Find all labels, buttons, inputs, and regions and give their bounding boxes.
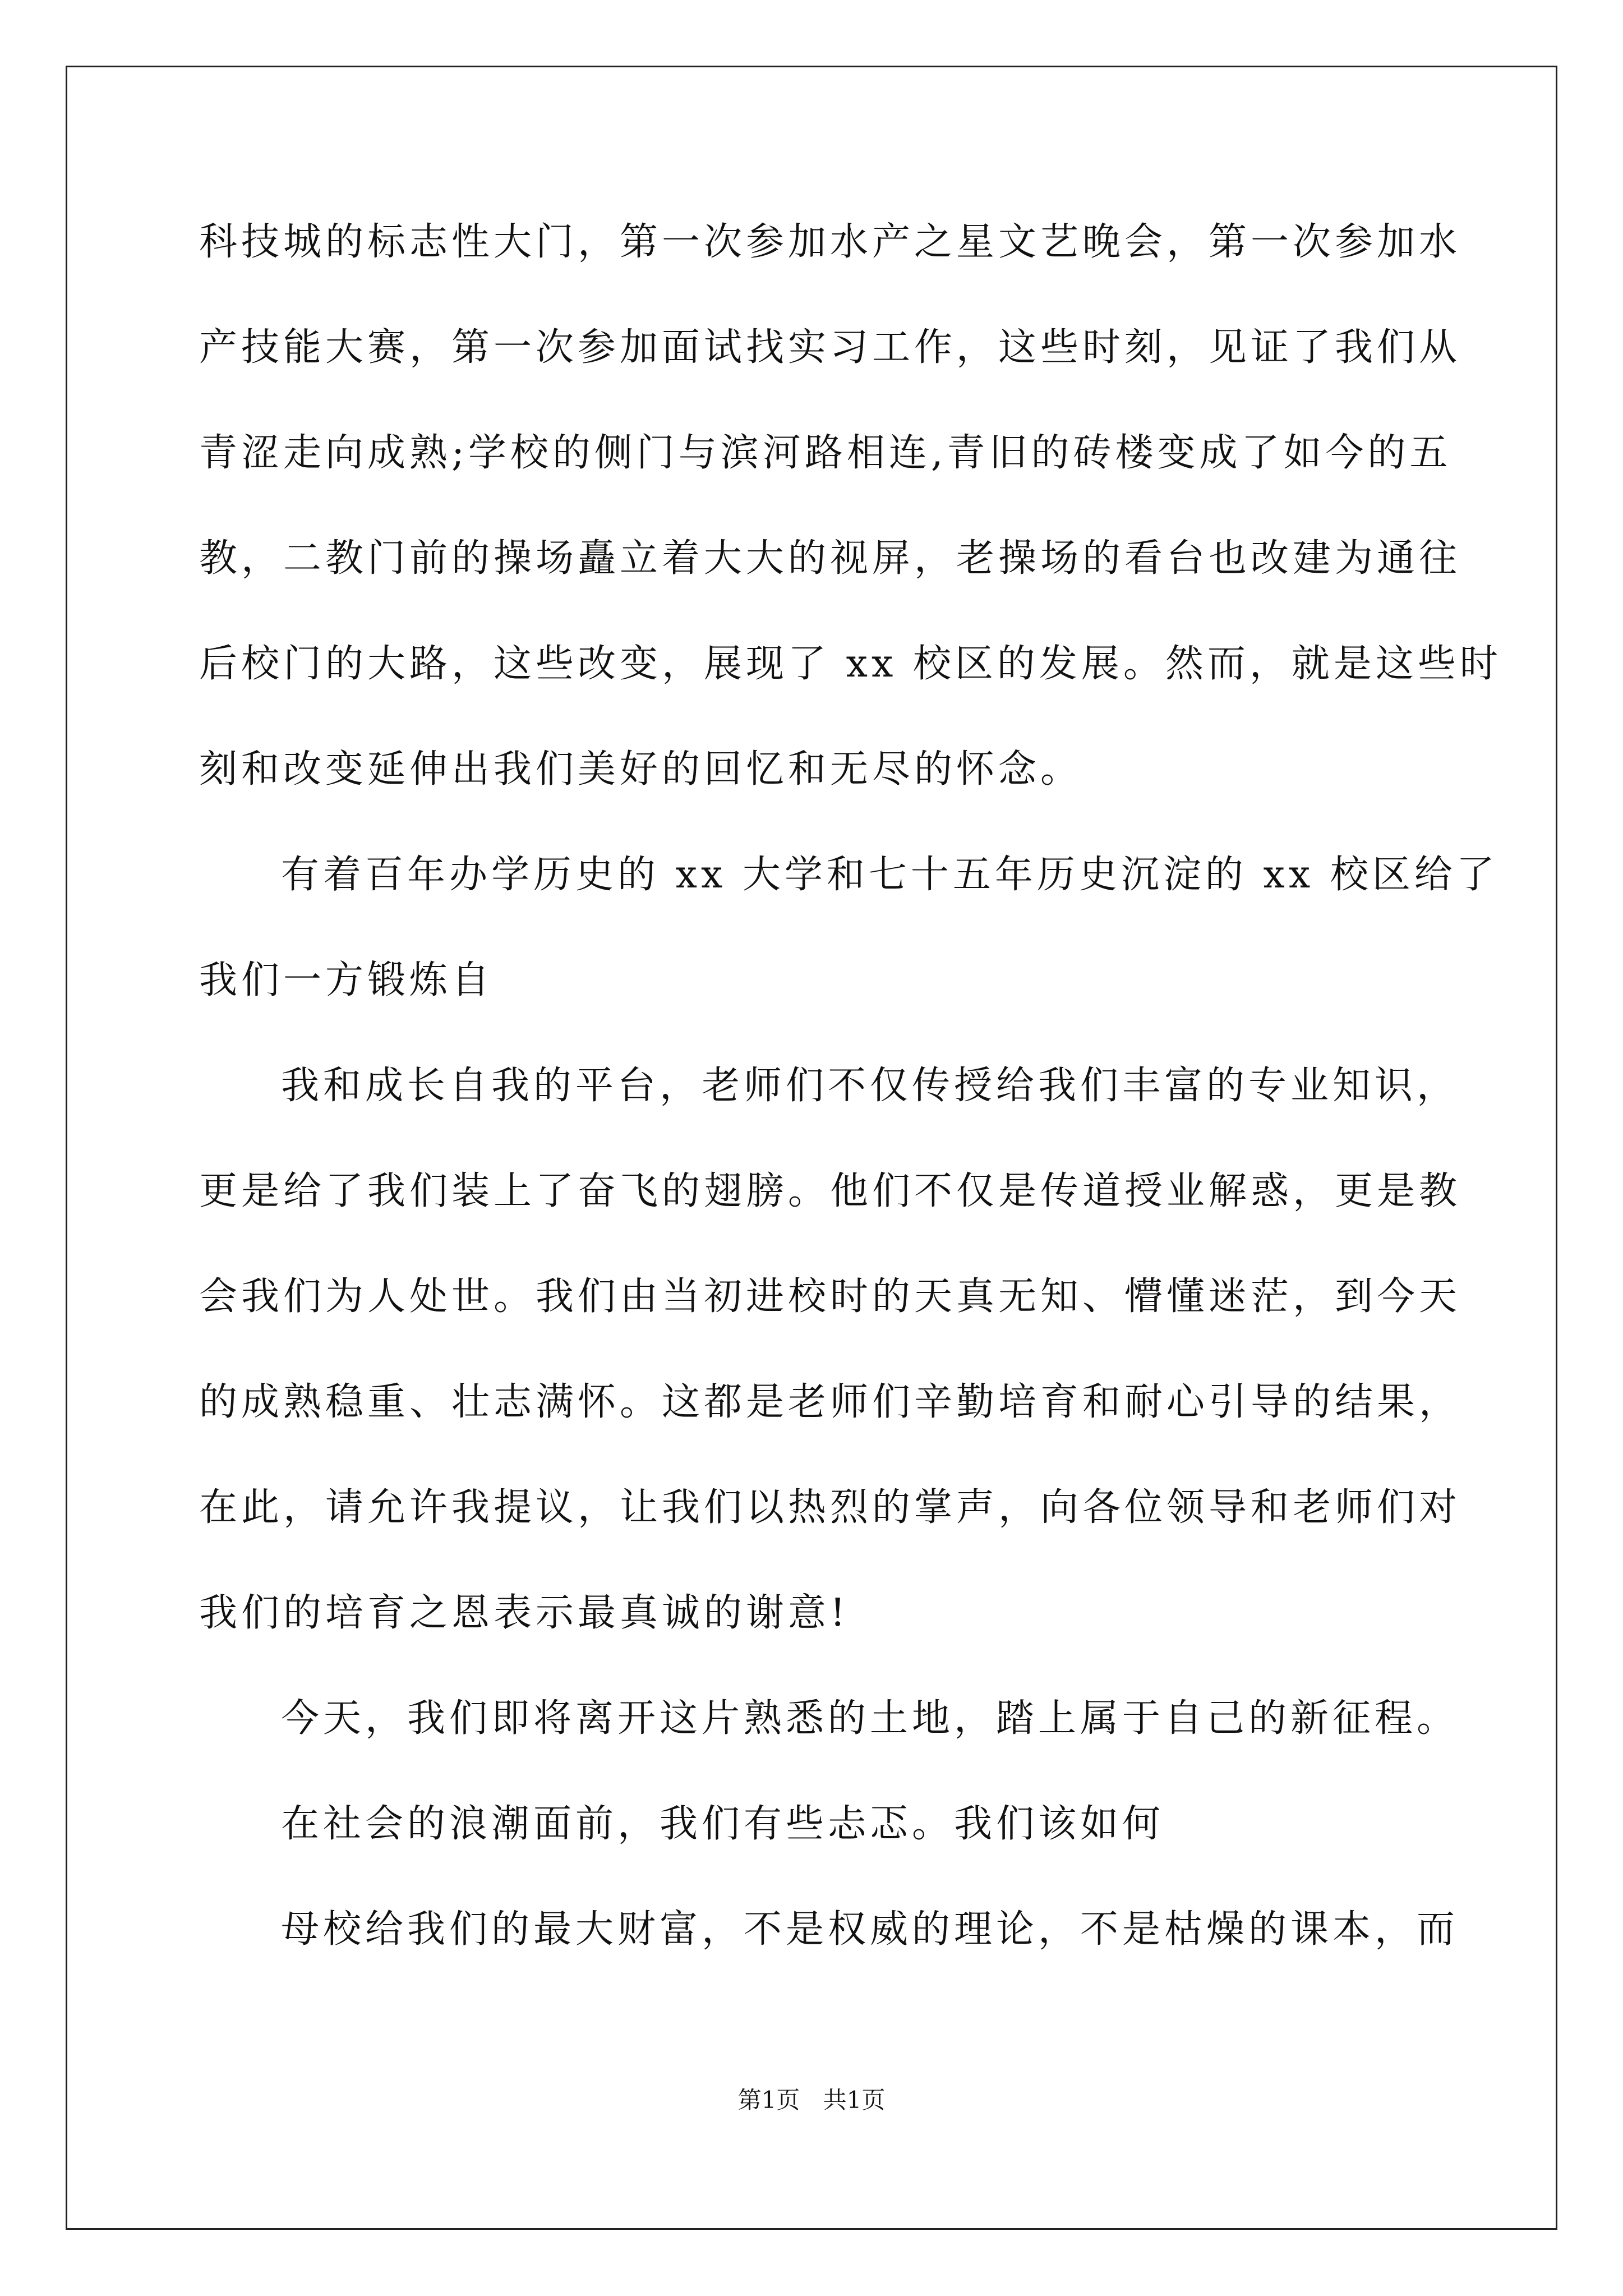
page-border [66,66,1557,2230]
text-line: 产技能大赛，第一次参加面试找实习工作，这些时刻，见证了我们从 [199,325,1461,370]
text-line: 后校门的大路，这些改变，展现了 xx 校区的发展。然而，就是这些时 [199,642,1502,686]
text-line: 有着百年办学历史的 xx 大学和七十五年历史沉淀的 xx 校区给了 [281,853,1498,897]
text-line: 在此，请允许我提议，让我们以热烈的掌声，向各位领导和老师们对 [199,1485,1461,1530]
page-total: 共1页 [823,2086,886,2114]
text-line: 我们的培育之恩表示最真诚的谢意! [199,1591,850,1635]
text-line: 今天，我们即将离开这片熟悉的土地，踏上属于自己的新征程。 [281,1696,1459,1741]
text-line: 科技城的标志性大门，第一次参加水产之星文艺晚会，第一次参加水 [199,220,1461,264]
text-line: 我们一方锻炼自 [199,958,494,1002]
text-line: 教，二教门前的操场矗立着大大的视屏，老操场的看台也改建为通往 [199,536,1461,581]
page-footer [0,2086,1623,2115]
text-line: 的成熟稳重、壮志满怀。这都是老师们辛勤培育和耐心引导的结果， [199,1380,1461,1424]
text-line: 青涩走向成熟;学校的侧门与滨河路相连,青旧的砖楼变成了如今的五 [199,431,1452,475]
text-line: 会我们为人处世。我们由当初进校时的天真无知、懵懂迷茫，到今天 [199,1274,1461,1319]
text-line: 更是给了我们装上了奋飞的翅膀。他们不仅是传道授业解惑，更是教 [199,1169,1461,1213]
text-line: 在社会的浪潮面前，我们有些忐忑。我们该如何 [281,1802,1165,1846]
text-line: 母校给我们的最大财富，不是权威的理论，不是枯燥的课本，而 [281,1907,1459,1952]
text-line: 刻和改变延伸出我们美好的回忆和无尽的怀念。 [199,747,1083,792]
page-number: 第1页 [737,2086,800,2114]
text-line: 我和成长自我的平台，老师们不仅传授给我们丰富的专业知识， [281,1064,1459,1108]
